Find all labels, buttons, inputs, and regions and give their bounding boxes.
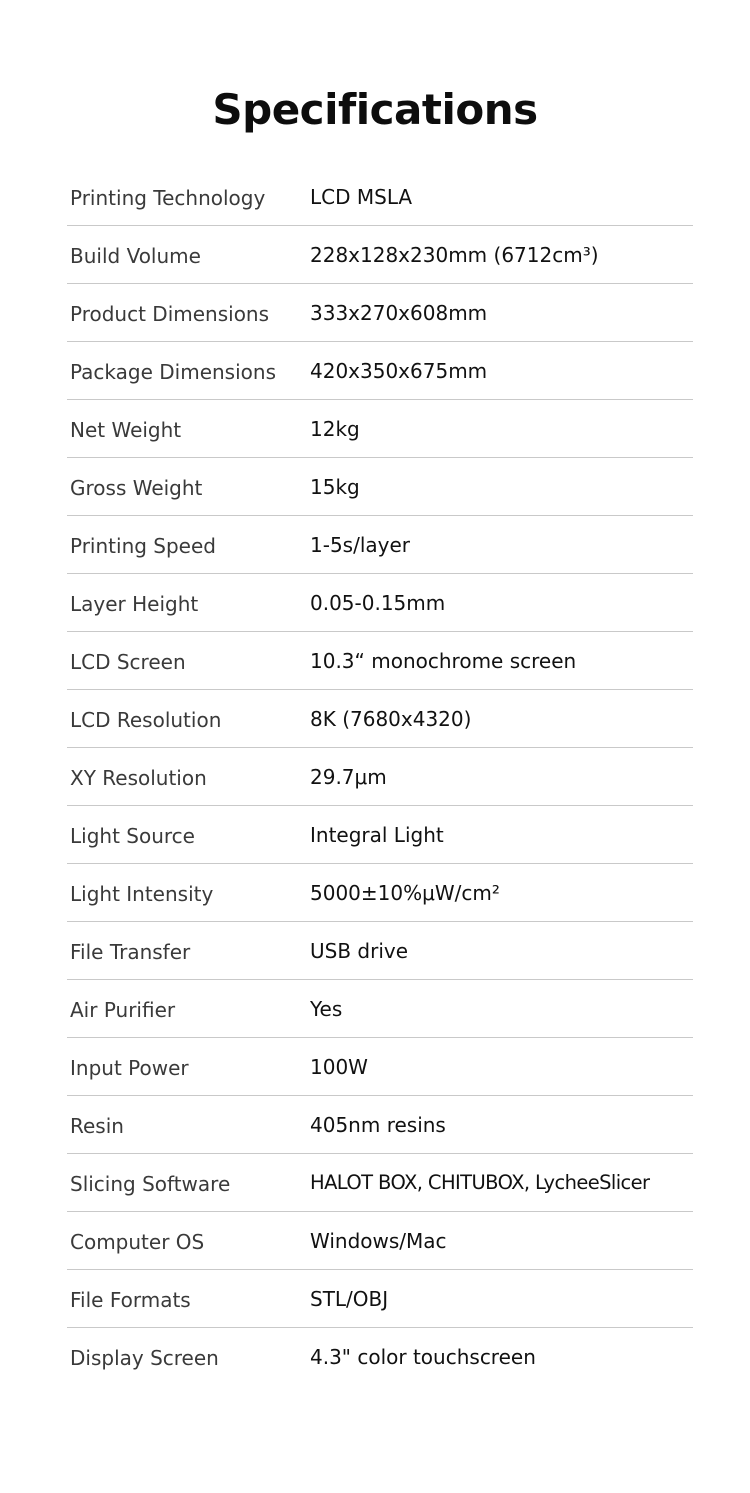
spec-label: LCD Resolution [70, 708, 222, 732]
spec-value: Integral Light [310, 823, 444, 847]
spec-row-resin [67, 1096, 693, 1154]
spec-row-lcd-resolution [67, 690, 693, 748]
spec-row-xy-resolution [67, 748, 693, 806]
spec-label: Display Screen [70, 1346, 219, 1370]
spec-label: Light Intensity [70, 882, 214, 906]
spec-label: Computer OS [70, 1230, 205, 1254]
spec-row-printing-speed [67, 516, 693, 574]
spec-label: File Transfer [70, 940, 191, 964]
spec-row-input-power [67, 1038, 693, 1096]
spec-value: 29.7μm [310, 765, 387, 789]
spec-row-file-formats [67, 1270, 693, 1328]
page-title: Specifications [212, 85, 538, 134]
spec-value: 1-5s/layer [310, 533, 410, 557]
spec-label: Resin [70, 1114, 124, 1138]
spec-row-lcd-screen [67, 632, 693, 690]
spec-row-file-transfer [67, 922, 693, 980]
spec-label: Gross Weight [70, 476, 203, 500]
spec-value: 100W [310, 1055, 368, 1079]
spec-value: USB drive [310, 939, 409, 963]
spec-label: Build Volume [70, 244, 201, 268]
spec-value: 420x350x675mm [310, 359, 488, 383]
spec-label: Air Purifier [70, 998, 176, 1022]
spec-value: 10.3“ monochrome screen [310, 649, 577, 673]
spec-row-display-screen [67, 1328, 693, 1386]
spec-row-layer-height [67, 574, 693, 632]
spec-value: Yes [310, 997, 343, 1021]
spec-value: HALOT BOX, CHITUBOX, LycheeSlicer [310, 1171, 650, 1194]
spec-value: 228x128x230mm (6712cm³) [310, 243, 599, 267]
spec-value: 405nm resins [310, 1113, 446, 1137]
spec-row-printing-technology [67, 168, 693, 226]
spec-label: Input Power [70, 1056, 189, 1080]
spec-label: Product Dimensions [70, 302, 270, 326]
spec-row-slicing-software [67, 1154, 693, 1212]
spec-value: Windows/Mac [310, 1229, 447, 1253]
spec-label: Net Weight [70, 418, 182, 442]
spec-row-light-intensity [67, 864, 693, 922]
spec-label: Slicing Software [70, 1172, 231, 1196]
spec-value: 4.3" color touchscreen [310, 1345, 536, 1369]
spec-row-computer-os [67, 1212, 693, 1270]
spec-row-air-purifier [67, 980, 693, 1038]
spec-label: LCD Screen [70, 650, 186, 674]
spec-row-gross-weight [67, 458, 693, 516]
spec-label: Layer Height [70, 592, 199, 616]
spec-label: Light Source [70, 824, 195, 848]
spec-value: 12kg [310, 417, 360, 441]
spec-label: File Formats [70, 1288, 191, 1312]
spec-value: 8K (7680x4320) [310, 707, 472, 731]
spec-value: 15kg [310, 475, 360, 499]
spec-label: Printing Speed [70, 534, 216, 558]
spec-value: STL/OBJ [310, 1287, 389, 1311]
spec-row-product-dimensions [67, 284, 693, 342]
spec-value: 333x270x608mm [310, 301, 488, 325]
spec-label: XY Resolution [70, 766, 207, 790]
spec-row-package-dimensions [67, 342, 693, 400]
spec-value: 0.05-0.15mm [310, 591, 446, 615]
spec-row-net-weight [67, 400, 693, 458]
spec-row-build-volume [67, 226, 693, 284]
spec-label: Printing Technology [70, 186, 266, 210]
spec-value: 5000±10%μW/cm² [310, 881, 500, 905]
spec-value: LCD MSLA [310, 185, 413, 209]
spec-table [67, 168, 693, 1386]
spec-label: Package Dimensions [70, 360, 276, 384]
spec-row-light-source [67, 806, 693, 864]
